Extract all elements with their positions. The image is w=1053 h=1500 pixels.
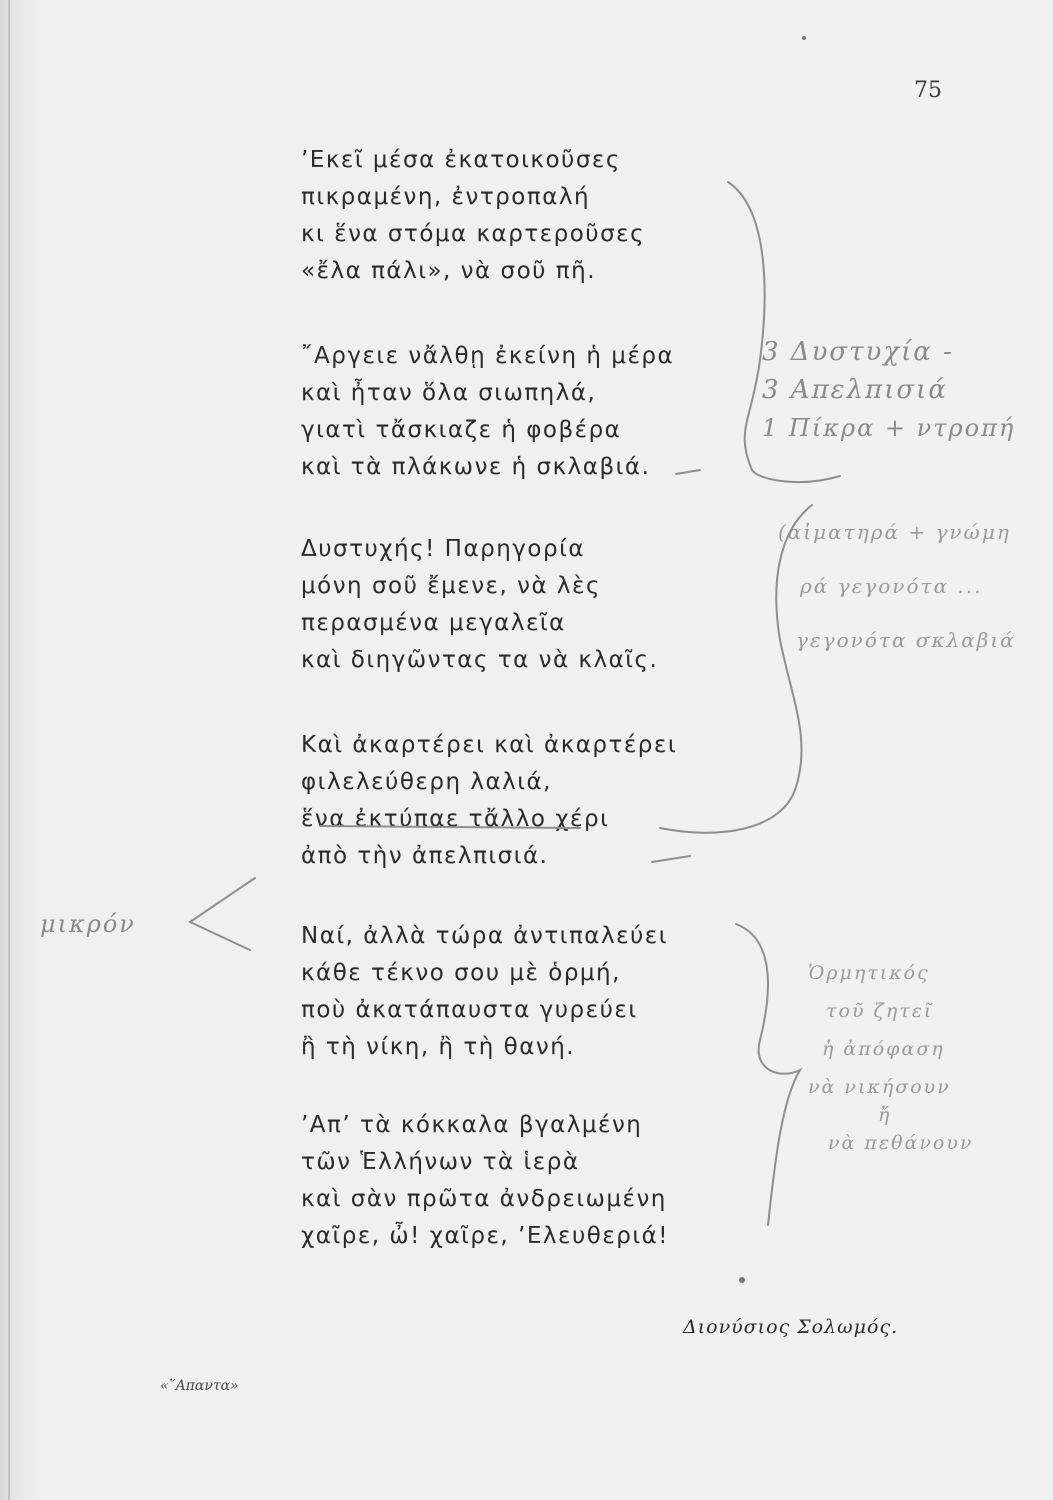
verse-line: Δυστυχής! Παρηγορία [301, 536, 586, 562]
stanza-3 [301, 531, 658, 679]
handwritten-list-1 [762, 333, 1015, 447]
verse-line: πικραμένη, ἐντροπαλή [301, 184, 591, 210]
handwritten-list-2 [778, 505, 1016, 667]
handwritten-note: 3 Απελπισιά [762, 375, 948, 405]
handwritten-note: ἤ [878, 1104, 892, 1126]
verse-line: καὶ διηγῶντας τα νὰ κλαῖς. [301, 647, 659, 673]
stanza-2 [301, 338, 674, 486]
verse-line: καὶ τὰ πλάκωνε ἡ σκλαβιά. [301, 454, 651, 480]
handwritten-note: 3 Δυστυχία - [762, 337, 954, 367]
page-number: 75 [914, 78, 942, 103]
handwritten-note: γεγονότα σκλαβιά [796, 628, 1016, 652]
stanza-6 [301, 1107, 669, 1255]
verse-line: ’Εκεῖ μέσα ἐκατοικοῦσες [301, 147, 621, 173]
verse-line: γιατὶ τἄσκιαζε ἡ φοβέρα [301, 417, 622, 443]
verse-line: περασμένα μεγαλεῖα [301, 610, 566, 636]
verse-line: μόνη σοῦ ἔμενε, νὰ λὲς [301, 573, 601, 599]
verse-line: Ναί, ἀλλὰ τώρα ἀντιπαλεύει [301, 923, 669, 949]
verse-line: ῎Αργειε νἄλθῃ ἐκείνη ἡ μέρα [301, 343, 675, 369]
handwritten-note: ρά γεγονότα ... [800, 574, 983, 598]
verse-line: τῶν Ἑλλήνων τὰ ἱερὰ [301, 1149, 580, 1175]
handwritten-note: νὰ νικήσουν [808, 1076, 951, 1098]
verse-line: καὶ σὰν πρῶτα ἀνδρειωμένη [301, 1186, 667, 1212]
verse-line: κάθε τέκνο σου μὲ ὁρμή, [301, 960, 621, 986]
stanza-1 [301, 142, 645, 290]
handwritten-note: ἡ ἀπόφαση [822, 1038, 945, 1060]
handwritten-note: τοῦ ζητεῖ [826, 1000, 934, 1022]
verse-line: καὶ ἦταν ὅλα σιωπηλά, [301, 380, 597, 406]
verse-line: κι ἕνα στόμα καρτεροῦσες [301, 221, 646, 247]
verse-line: «ἔλα πάλι», νὰ σοῦ πῆ. [301, 258, 597, 284]
verse-line: ἢ τὴ νίκη, ἢ τὴ θανή. [301, 1034, 576, 1060]
verse-line: χαῖρε, ὦ! χαῖρε, ’Ελευθεριά! [301, 1223, 670, 1249]
verse-line: Καὶ ἀκαρτέρει καὶ ἀκαρτέρει [301, 732, 678, 758]
handwritten-note: Ὁρμητικός [808, 962, 930, 984]
handwritten-note: (αἱματηρά + γνώμη [778, 520, 1011, 544]
stanza-5 [301, 918, 668, 1066]
verse-line: ’Απ’ τὰ κόκκαλα βγαλμένη [301, 1112, 643, 1138]
handwritten-note: νὰ πεθάνουν [828, 1132, 974, 1154]
handwritten-list-3 [808, 954, 973, 1162]
book-gutter [8, 0, 10, 1500]
stanza-4 [301, 727, 677, 875]
author-signature: Διονύσιος Σολωμός. [683, 1316, 899, 1338]
verse-line: φιλελεύθερη λαλιά, [301, 769, 552, 795]
handwritten-note: 1 Πίκρα + ντροπή [762, 414, 1016, 442]
handwritten-margin-note: μικρόν [40, 910, 136, 938]
verse-line: ἀπὸ τὴν ἀπελπισιά. [301, 843, 549, 869]
verse-line: ποὺ ἀκατάπαυστα γυρεύει [301, 997, 638, 1023]
source-note: «῞Απαντα» [160, 1378, 239, 1394]
verse-line: ἕνα ἐκτύπαε τἄλλο χέρι [301, 806, 610, 832]
